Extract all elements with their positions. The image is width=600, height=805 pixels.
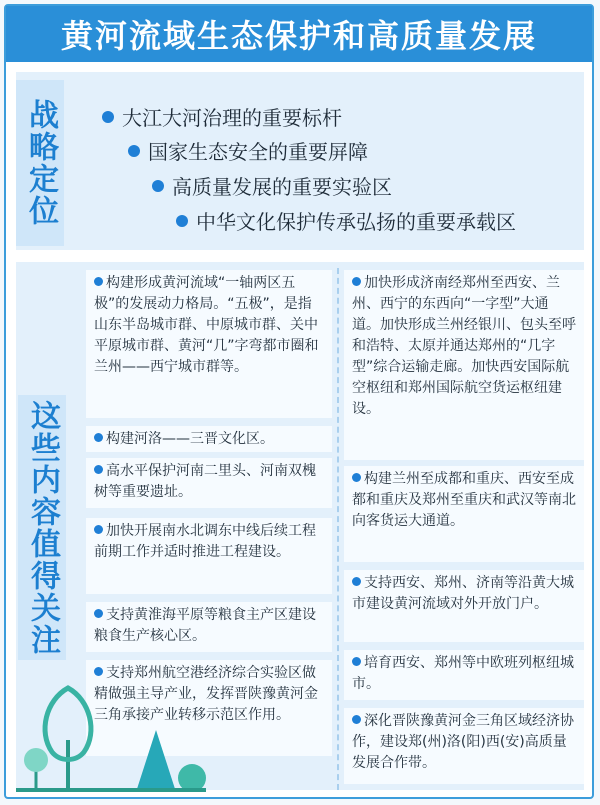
- bullet-dot-icon: [102, 111, 114, 123]
- content-box: [344, 708, 584, 784]
- column-divider: [337, 268, 339, 790]
- bullet-dot-icon: [352, 577, 361, 586]
- positioning-item: [102, 102, 342, 131]
- positioning-item: [128, 136, 368, 165]
- content-text: 支持黄淮海平原等粮食主产区建设粮食生产核心区。: [94, 607, 316, 644]
- content-box: [344, 650, 584, 700]
- content-box: [86, 270, 332, 418]
- bullet-dot-icon: [94, 277, 103, 286]
- content-text: 加快开展南水北调东中线后续工程前期工作并适时推进工程建设。: [94, 523, 316, 560]
- bullet-dot-icon: [176, 215, 188, 227]
- content-text: 构建兰州至成都和重庆、西安至成都和重庆及郑州至重庆和武汉等南北向客货运大通道。: [352, 471, 576, 529]
- notable-content-label: 这些内容值得关注: [18, 395, 66, 660]
- content-box: [86, 518, 332, 594]
- positioning-text: 中华文化保护传承弘扬的重要承载区: [196, 210, 516, 234]
- page-title: 黄河流域生态保护和高质量发展: [60, 17, 537, 55]
- content-text: 支持西安、郑州、济南等沿黄大城市建设黄河流域对外开放门户。: [352, 575, 574, 612]
- bullet-dot-icon: [94, 465, 103, 474]
- content-text: 高水平保护河南二里头、河南双槐树等重要遗址。: [94, 463, 316, 500]
- content-box: [86, 426, 332, 452]
- content-box: [344, 570, 584, 642]
- bullet-dot-icon: [352, 657, 361, 666]
- strategic-positioning-label: 战略定位: [16, 80, 64, 246]
- tree-illustration-icon: [16, 670, 206, 792]
- bullet-dot-icon: [94, 525, 103, 534]
- bullet-dot-icon: [352, 277, 361, 286]
- positioning-text: 国家生态安全的重要屏障: [148, 140, 368, 164]
- content-text: 加快形成济南经郑州至西安、兰州、西宁的东西向“一字型”大通道。加快形成兰州经银川、包头至呼和浩特、太原并通达郑州的“几字型”综合运输走廊。加快西安国际航空枢纽和郑州国际航空货运枢纽建设。: [352, 275, 576, 417]
- content-text: 构建河洛——三晋文化区。: [106, 431, 274, 447]
- content-text: 培育西安、郑州等中欧班列枢纽城市。: [352, 655, 574, 692]
- bullet-dot-icon: [94, 609, 103, 618]
- title-banner: [6, 6, 592, 62]
- content-box: [344, 466, 584, 562]
- bullet-dot-icon: [128, 145, 140, 157]
- positioning-item: [152, 171, 392, 200]
- bullet-dot-icon: [352, 715, 361, 724]
- positioning-text: 高质量发展的重要实验区: [172, 175, 392, 199]
- content-box: [86, 458, 332, 508]
- bullet-dot-icon: [352, 473, 361, 482]
- content-text: 构建形成黄河流域“一轴两区五极”的发展动力格局。“五极”，是指山东半岛城市群、中原城市群、关中平原城市群、黄河“几”字弯都市圈和兰州——西宁城市群等。: [94, 275, 319, 375]
- positioning-item: [176, 206, 516, 235]
- content-text: 深化晋陕豫黄河金三角区域经济协作，建设郑(州)洛(阳)西(安)高质量发展合作带。: [352, 713, 574, 771]
- content-text: 支持郑州航空港经济综合实验区做精做强主导产业，发挥晋陕豫黄河金三角承接产业转移示范区作用。: [94, 665, 318, 723]
- bullet-dot-icon: [94, 433, 103, 442]
- bullet-dot-icon: [152, 180, 164, 192]
- positioning-text: 大江大河治理的重要标杆: [122, 106, 342, 130]
- content-box: [86, 602, 332, 652]
- content-box: [344, 270, 584, 460]
